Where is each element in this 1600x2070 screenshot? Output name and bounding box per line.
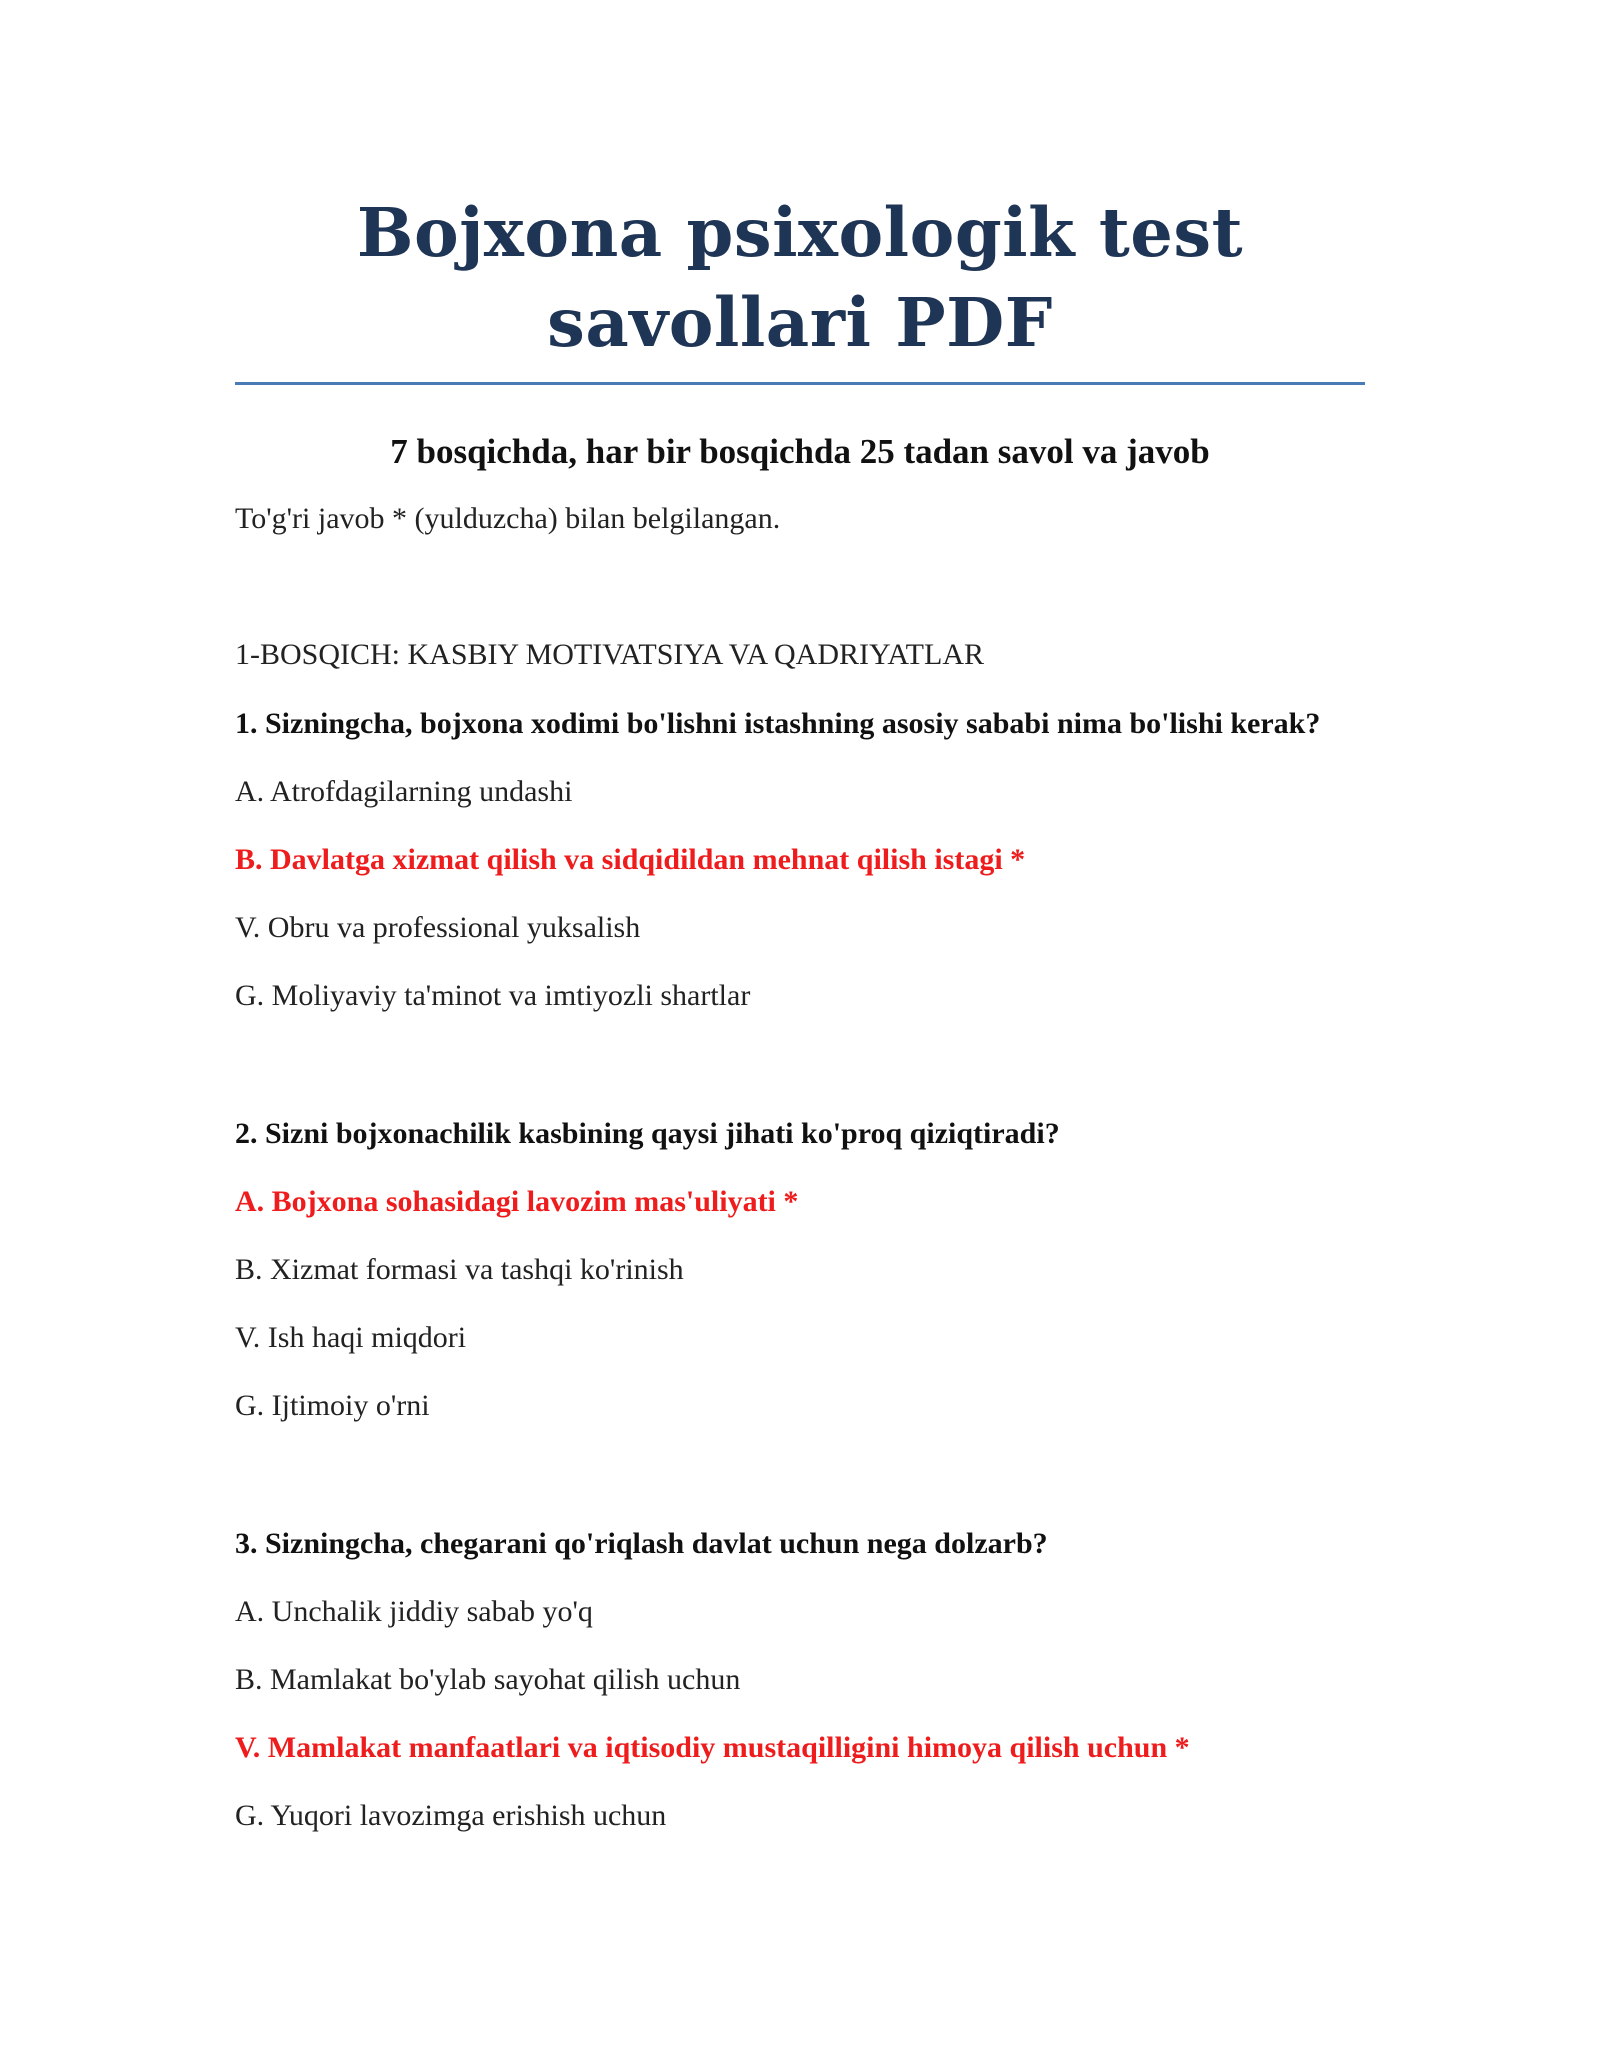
- answer-option: V. Obru va professional yuksalish: [235, 911, 641, 944]
- answer-option: G. Yuqori lavozimga erishish uchun: [235, 1799, 667, 1832]
- question-block: [235, 1523, 1365, 1837]
- document-title-line-2: savollari PDF: [547, 283, 1053, 362]
- answer-option: B. Mamlakat bo'ylab sayohat qilish uchun: [235, 1663, 741, 1696]
- document-page: [235, 0, 1365, 1837]
- answer-option: V. Ish haqi miqdori: [235, 1321, 467, 1354]
- answer-option: G. Moliyaviy ta'minot va imtiyozli shartlar: [235, 979, 751, 1012]
- answer-options: [235, 1591, 1365, 1837]
- stage-heading: 1-BOSQICH: KASBIY MOTIVATSIYA VA QADRIYATLAR: [235, 638, 984, 671]
- question-text: 3. Sizningcha, chegarani qo'riqlash davlat uchun nega dolzarb?: [235, 1527, 1048, 1560]
- question-block: [235, 703, 1365, 1017]
- answer-option: A. Unchalik jiddiy sabab yo'q: [235, 1595, 593, 1628]
- question-block: [235, 1113, 1365, 1427]
- answer-option-correct: V. Mamlakat manfaatlari va iqtisodiy mustaqilligini himoya qilish uchun *: [235, 1731, 1190, 1764]
- answer-option: B. Xizmat formasi va tashqi ko'rinish: [235, 1253, 684, 1286]
- answer-option-correct: B. Davlatga xizmat qilish va sidqidildan mehnat qilish istagi *: [235, 843, 1026, 876]
- document-title: [235, 188, 1365, 382]
- answer-options: [235, 1181, 1365, 1427]
- answer-option: G. Ijtimoiy o'rni: [235, 1389, 430, 1422]
- answer-options: [235, 771, 1365, 1017]
- answer-key-note: To'g'ri javob * (yulduzcha) bilan belgilangan.: [235, 502, 781, 535]
- answer-option-correct: A. Bojxona sohasidagi lavozim mas'uliyati *: [235, 1185, 799, 1218]
- title-divider: [235, 382, 1365, 385]
- question-text: 2. Sizni bojxonachilik kasbining qaysi jihati ko'proq qiziqtiradi?: [235, 1117, 1060, 1150]
- question-text: 1. Sizningcha, bojxona xodimi bo'lishni istashning asosiy sababi nima bo'lishi kerak?: [235, 707, 1321, 740]
- answer-option: A. Atrofdagilarning undashi: [235, 775, 573, 808]
- document-subtitle: 7 bosqichda, har bir bosqichda 25 tadan savol va javob: [390, 432, 1210, 471]
- document-title-line-1: Bojxona psixologik test: [356, 193, 1244, 272]
